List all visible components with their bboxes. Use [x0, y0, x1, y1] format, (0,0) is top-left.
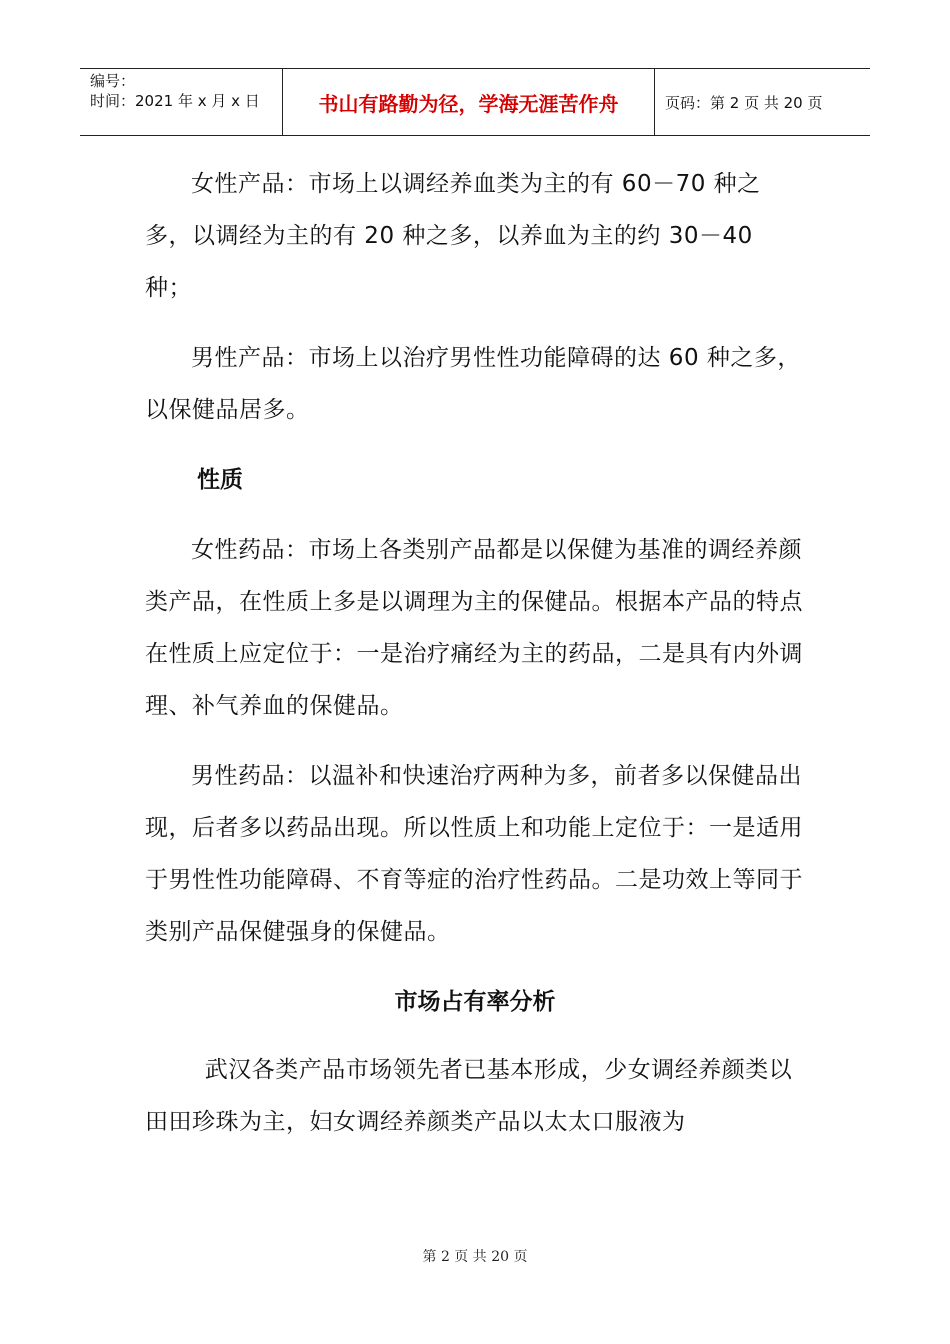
page-footer: 第 2 页 共 20 页 [422, 1249, 528, 1265]
paragraph-male-medicine: 男性药品：以温补和快速治疗两种为多，前者多以保健品出现，后者多以药品出现。所以性质上和功能上定位于：一是适用于男性性功能障碍、不育等症的治疗性药品。二是功效上等同于类别产品保健强身的保健品。 [145, 763, 803, 945]
header-motto: 书山有路勤为径，学海无涯苦作舟 [283, 69, 655, 135]
document-time: 时间：2021 年 x 月 x 日 [90, 92, 260, 110]
subheading-nature: 性质 [197, 467, 243, 493]
paragraph-female-products: 女性产品：市场上以调经养血类为主的有 60－70 种之多，以调经为主的有 20 种之多，以养血为主的约 30－40 种； [145, 171, 761, 301]
paragraph-female-medicine: 女性药品：市场上各类别产品都是以保健为基准的调经养颜类产品，在性质上多是以调理为主的保健品。根据本产品的特点在性质上应定位于：一是治疗痛经为主的药品，二是具有内外调理、补气养血的保健品。 [145, 537, 803, 719]
document-number-label: 编号： [90, 72, 136, 90]
document-body [145, 158, 805, 1166]
header-page-info: 页码：第 2 页 共 20 页 [665, 93, 823, 112]
section-title-market-share: 市场占有率分析 [394, 989, 556, 1015]
paragraph-male-products: 男性产品：市场上以治疗男性性功能障碍的达 60 种之多，以保健品居多。 [145, 345, 801, 423]
paragraph-market-share: 武汉各类产品市场领先者已基本形成，少女调经养颜类以田田珍珠为主，妇女调经养颜类产品以太太口服液为 [145, 1057, 793, 1135]
header-meta [80, 69, 283, 135]
page-header [80, 68, 870, 136]
